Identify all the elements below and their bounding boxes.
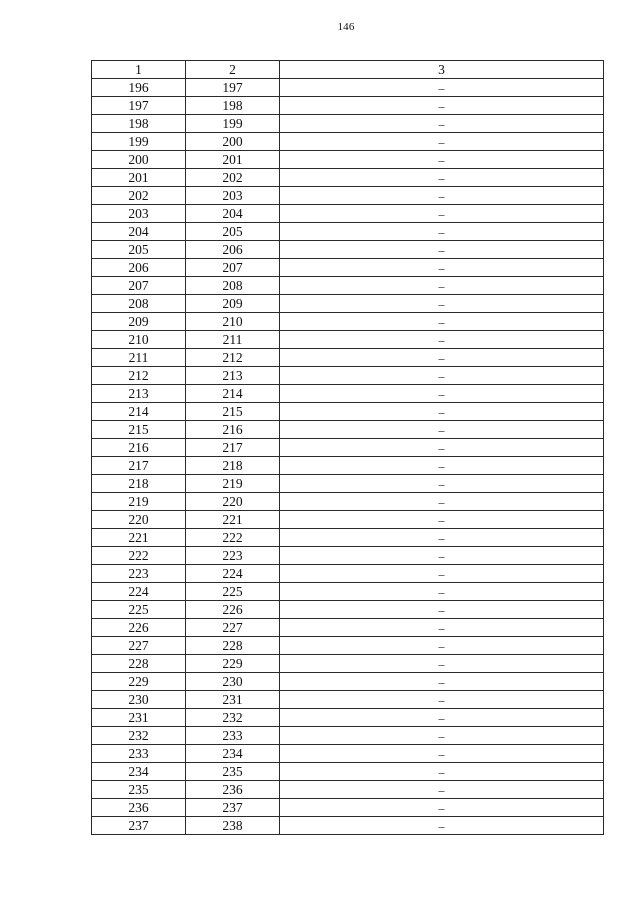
table-row — [92, 295, 604, 313]
table-header-row — [92, 61, 604, 79]
table-cell-col-1: 204 — [92, 223, 186, 241]
table-cell-col-2: 211 — [186, 331, 280, 349]
table-row — [92, 601, 604, 619]
table-cell-col-3: – — [280, 655, 604, 673]
table-cell-col-2: 210 — [186, 313, 280, 331]
table-cell-col-3: – — [280, 241, 604, 259]
table-cell-col-2: 201 — [186, 151, 280, 169]
table-row — [92, 403, 604, 421]
table-cell-col-1: 220 — [92, 511, 186, 529]
table-row — [92, 781, 604, 799]
table-cell-col-3: – — [280, 799, 604, 817]
table-row — [92, 79, 604, 97]
table-row — [92, 97, 604, 115]
table-cell-col-2: 200 — [186, 133, 280, 151]
table-cell-col-3: – — [280, 637, 604, 655]
table-cell-col-2: 232 — [186, 709, 280, 727]
table-cell-col-1: 229 — [92, 673, 186, 691]
table-cell-col-3: – — [280, 259, 604, 277]
table-cell-col-1: 211 — [92, 349, 186, 367]
table-cell-col-2: 224 — [186, 565, 280, 583]
table-cell-col-2: 233 — [186, 727, 280, 745]
table-row — [92, 385, 604, 403]
table-cell-col-3: – — [280, 385, 604, 403]
table-cell-col-1: 203 — [92, 205, 186, 223]
table-cell-col-2: 226 — [186, 601, 280, 619]
table-cell-col-2: 238 — [186, 817, 280, 835]
table-row — [92, 367, 604, 385]
table-cell-col-2: 214 — [186, 385, 280, 403]
table-cell-col-2: 230 — [186, 673, 280, 691]
table-cell-col-1: 219 — [92, 493, 186, 511]
table-row — [92, 439, 604, 457]
table-cell-col-3: – — [280, 277, 604, 295]
table-cell-col-2: 223 — [186, 547, 280, 565]
table-cell-col-1: 200 — [92, 151, 186, 169]
table-cell-col-2: 237 — [186, 799, 280, 817]
table-cell-col-3: – — [280, 367, 604, 385]
table-row — [92, 421, 604, 439]
table-cell-col-2: 228 — [186, 637, 280, 655]
table-cell-col-3: – — [280, 511, 604, 529]
table-cell-col-3: – — [280, 601, 604, 619]
table-cell-col-2: 215 — [186, 403, 280, 421]
table-row — [92, 511, 604, 529]
table-cell-col-3: – — [280, 475, 604, 493]
table-cell-col-1: 210 — [92, 331, 186, 349]
table-cell-col-3: – — [280, 79, 604, 97]
table-row — [92, 637, 604, 655]
table-cell-col-1: 205 — [92, 241, 186, 259]
table-cell-col-3: – — [280, 763, 604, 781]
table-cell-col-1: 202 — [92, 187, 186, 205]
table-cell-col-3: – — [280, 421, 604, 439]
page-number: 146 — [337, 21, 355, 33]
table-row — [92, 115, 604, 133]
table-row — [92, 583, 604, 601]
table-cell-col-3: – — [280, 817, 604, 835]
table-row — [92, 745, 604, 763]
table-cell-col-3: – — [280, 439, 604, 457]
table-row — [92, 205, 604, 223]
table-cell-col-1: 227 — [92, 637, 186, 655]
table-cell-col-1: 217 — [92, 457, 186, 475]
table-cell-col-3: – — [280, 295, 604, 313]
table-row — [92, 619, 604, 637]
table-row — [92, 709, 604, 727]
table-row — [92, 133, 604, 151]
table-row — [92, 187, 604, 205]
table-row — [92, 331, 604, 349]
table-cell-col-2: 222 — [186, 529, 280, 547]
table-cell-col-3: – — [280, 691, 604, 709]
table-cell-col-2: 229 — [186, 655, 280, 673]
table-cell-col-1: 214 — [92, 403, 186, 421]
data-table — [91, 60, 604, 835]
table-cell-col-1: 206 — [92, 259, 186, 277]
table-row — [92, 475, 604, 493]
table-row — [92, 799, 604, 817]
table-cell-col-3: – — [280, 745, 604, 763]
table-cell-col-1: 218 — [92, 475, 186, 493]
table-cell-col-1: 234 — [92, 763, 186, 781]
table-cell-col-1: 201 — [92, 169, 186, 187]
table-row — [92, 277, 604, 295]
table-cell-col-1: 235 — [92, 781, 186, 799]
table-cell-col-1: 197 — [92, 97, 186, 115]
table-cell-col-2: 202 — [186, 169, 280, 187]
table-cell-col-1: 226 — [92, 619, 186, 637]
table-row — [92, 241, 604, 259]
table-cell-col-3: – — [280, 583, 604, 601]
table-cell-col-2: 209 — [186, 295, 280, 313]
table-cell-col-1: 209 — [92, 313, 186, 331]
table-cell-col-2: 203 — [186, 187, 280, 205]
table-cell-col-2: 197 — [186, 79, 280, 97]
table-row — [92, 457, 604, 475]
table-cell-col-1: 198 — [92, 115, 186, 133]
table-cell-col-1: 236 — [92, 799, 186, 817]
table-cell-col-1: 223 — [92, 565, 186, 583]
table-cell-col-3: – — [280, 493, 604, 511]
table-cell-col-1: 212 — [92, 367, 186, 385]
table-cell-col-2: 216 — [186, 421, 280, 439]
table-cell-col-3: – — [280, 115, 604, 133]
table-cell-col-2: 199 — [186, 115, 280, 133]
table-cell-col-3: – — [280, 169, 604, 187]
table-row — [92, 727, 604, 745]
table-cell-col-2: 213 — [186, 367, 280, 385]
table-cell-col-1: 213 — [92, 385, 186, 403]
table-cell-col-3: – — [280, 619, 604, 637]
column-header-1: 1 — [92, 61, 186, 79]
table-cell-col-2: 205 — [186, 223, 280, 241]
table-cell-col-2: 235 — [186, 763, 280, 781]
table-cell-col-3: – — [280, 457, 604, 475]
table-row — [92, 817, 604, 835]
table-cell-col-3: – — [280, 151, 604, 169]
table-row — [92, 529, 604, 547]
table-row — [92, 223, 604, 241]
table-cell-col-3: – — [280, 727, 604, 745]
table-cell-col-3: – — [280, 709, 604, 727]
table-cell-col-3: – — [280, 205, 604, 223]
table-cell-col-2: 204 — [186, 205, 280, 223]
table-cell-col-2: 212 — [186, 349, 280, 367]
table-cell-col-2: 236 — [186, 781, 280, 799]
table-cell-col-1: 224 — [92, 583, 186, 601]
table-cell-col-3: – — [280, 187, 604, 205]
table-cell-col-3: – — [280, 133, 604, 151]
table-cell-col-3: – — [280, 331, 604, 349]
table-cell-col-1: 232 — [92, 727, 186, 745]
table-row — [92, 313, 604, 331]
table-cell-col-1: 222 — [92, 547, 186, 565]
table-row — [92, 493, 604, 511]
table-cell-col-1: 221 — [92, 529, 186, 547]
table-cell-col-1: 230 — [92, 691, 186, 709]
table-row — [92, 349, 604, 367]
table-row — [92, 565, 604, 583]
table-row — [92, 655, 604, 673]
table-cell-col-3: – — [280, 547, 604, 565]
table-cell-col-3: – — [280, 313, 604, 331]
table-cell-col-2: 208 — [186, 277, 280, 295]
table-cell-col-3: – — [280, 223, 604, 241]
table-cell-col-1: 215 — [92, 421, 186, 439]
table-cell-col-2: 198 — [186, 97, 280, 115]
table-cell-col-2: 220 — [186, 493, 280, 511]
table-cell-col-1: 208 — [92, 295, 186, 313]
table-cell-col-2: 207 — [186, 259, 280, 277]
table-cell-col-3: – — [280, 349, 604, 367]
table-cell-col-1: 228 — [92, 655, 186, 673]
table-row — [92, 763, 604, 781]
table-cell-col-3: – — [280, 529, 604, 547]
table-cell-col-2: 219 — [186, 475, 280, 493]
table-cell-col-3: – — [280, 673, 604, 691]
table-row — [92, 259, 604, 277]
table-cell-col-1: 233 — [92, 745, 186, 763]
table-cell-col-2: 231 — [186, 691, 280, 709]
table-cell-col-1: 196 — [92, 79, 186, 97]
table-cell-col-2: 234 — [186, 745, 280, 763]
table-cell-col-1: 199 — [92, 133, 186, 151]
table-row — [92, 673, 604, 691]
table-body — [92, 79, 604, 835]
table-cell-col-3: – — [280, 97, 604, 115]
table-cell-col-2: 206 — [186, 241, 280, 259]
table-cell-col-2: 218 — [186, 457, 280, 475]
table-row — [92, 547, 604, 565]
table-cell-col-2: 217 — [186, 439, 280, 457]
table-row — [92, 691, 604, 709]
table-row — [92, 151, 604, 169]
table-cell-col-1: 237 — [92, 817, 186, 835]
column-header-3: 3 — [280, 61, 604, 79]
table-cell-col-2: 227 — [186, 619, 280, 637]
table-cell-col-1: 207 — [92, 277, 186, 295]
table-cell-col-2: 221 — [186, 511, 280, 529]
table-cell-col-3: – — [280, 781, 604, 799]
column-header-2: 2 — [186, 61, 280, 79]
table-row — [92, 169, 604, 187]
table-cell-col-1: 225 — [92, 601, 186, 619]
table-cell-col-3: – — [280, 565, 604, 583]
table-cell-col-3: – — [280, 403, 604, 421]
table-cell-col-2: 225 — [186, 583, 280, 601]
table-cell-col-1: 231 — [92, 709, 186, 727]
table-cell-col-1: 216 — [92, 439, 186, 457]
